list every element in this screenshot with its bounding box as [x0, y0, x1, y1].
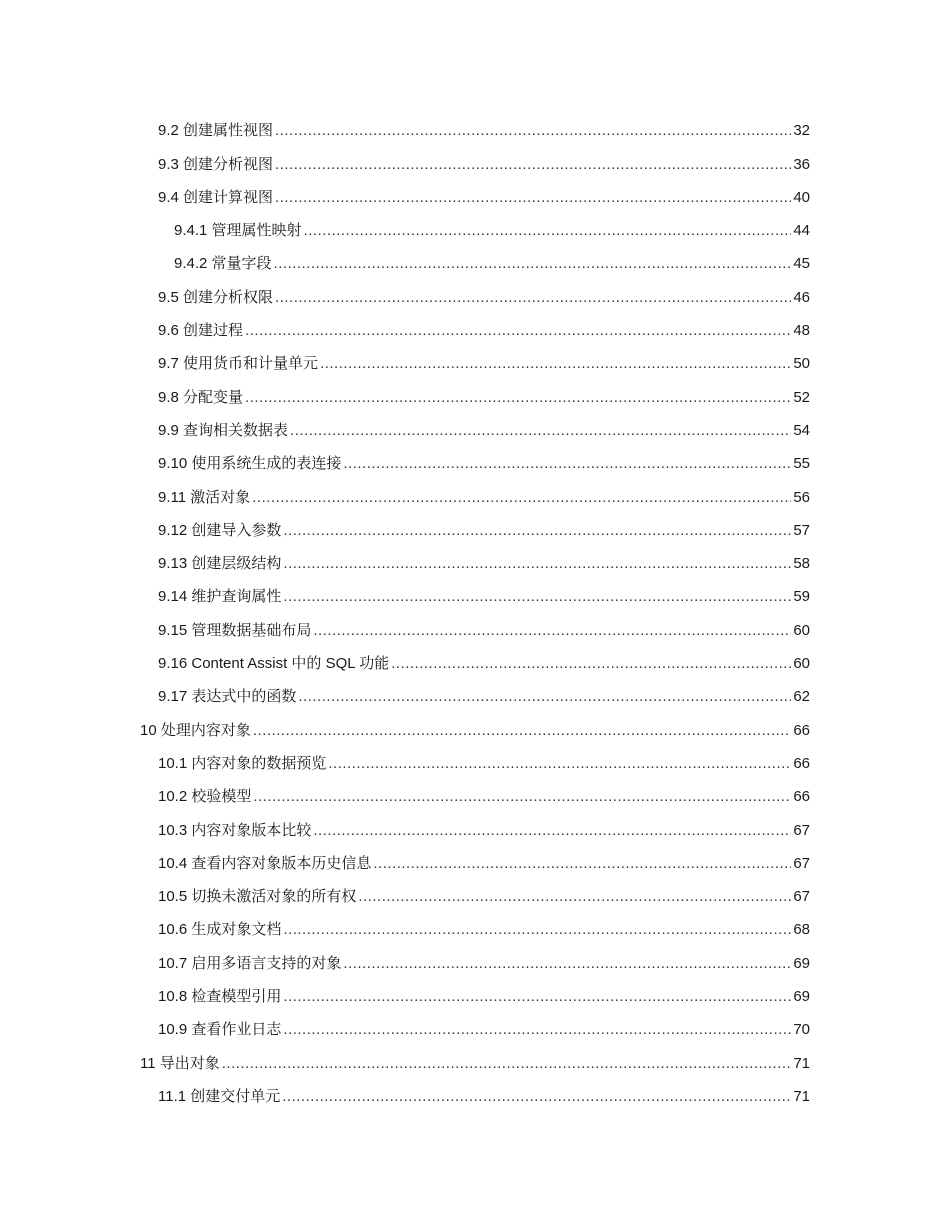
toc-dot-leader: [320, 354, 791, 374]
toc-dot-leader: [283, 1020, 791, 1040]
toc-dot-leader: [275, 121, 791, 141]
toc-entry[interactable]: [140, 774, 810, 807]
toc-entry[interactable]: [140, 274, 810, 307]
toc-entry[interactable]: [140, 1074, 810, 1107]
toc-entry-page-number: 71: [793, 1054, 810, 1072]
toc-entry-page-number: 71: [793, 1087, 810, 1105]
toc-dot-leader: [252, 488, 791, 508]
toc-entry-page-number: 36: [793, 155, 810, 173]
toc-entry-page-number: 68: [793, 921, 810, 939]
toc-entry-title: 10.2 校验模型: [158, 788, 252, 806]
toc-entry[interactable]: [140, 674, 810, 707]
toc-entry-page-number: 69: [793, 988, 810, 1006]
toc-entry-title: 9.17 表达式中的函数: [158, 688, 297, 706]
toc-entry-page-number: 56: [793, 488, 810, 506]
toc-entry-page-number: 66: [793, 721, 810, 739]
toc-entry-page-number: 66: [793, 788, 810, 806]
toc-entry[interactable]: [140, 907, 810, 940]
toc-entry-title: 9.14 维护查询属性: [158, 588, 282, 606]
toc-entry-page-number: 57: [793, 521, 810, 539]
toc-entry-page-number: 52: [793, 388, 810, 406]
toc-entry-page-number: 62: [793, 688, 810, 706]
toc-entry-title: 10.9 查看作业日志: [158, 1021, 282, 1039]
toc-entry-title: 9.15 管理数据基础布局: [158, 621, 312, 639]
toc-entry[interactable]: [140, 341, 810, 374]
toc-dot-leader: [343, 954, 791, 974]
toc-entry-page-number: 70: [793, 1021, 810, 1039]
toc-dot-leader: [304, 221, 792, 241]
toc-entry-title: 9.6 创建过程: [158, 322, 244, 340]
toc-dot-leader: [343, 454, 791, 474]
toc-entry-title: 11.1 创建交付单元: [158, 1087, 281, 1105]
toc-dot-leader: [313, 821, 791, 841]
toc-dot-leader: [283, 587, 791, 607]
toc-entry[interactable]: [140, 741, 810, 774]
toc-entry-title: 11 导出对象: [140, 1054, 220, 1072]
toc-entry-page-number: 32: [793, 122, 810, 140]
toc-dot-leader: [282, 1087, 791, 1107]
toc-dot-leader: [275, 155, 791, 175]
toc-entry-title: 10.4 查看内容对象版本历史信息: [158, 854, 372, 872]
toc-entry-title: 10.5 切换未激活对象的所有权: [158, 888, 357, 906]
toc-dot-leader: [283, 920, 791, 940]
toc-dot-leader: [283, 521, 791, 541]
toc-entry[interactable]: [140, 241, 810, 274]
toc-entry[interactable]: [140, 141, 810, 174]
toc-entry[interactable]: [140, 574, 810, 607]
toc-entry-page-number: 66: [793, 754, 810, 772]
toc-entry-page-number: 45: [793, 255, 810, 273]
toc-entry-title: 9.9 查询相关数据表: [158, 421, 289, 439]
toc-entry-page-number: 67: [793, 888, 810, 906]
toc-entry-title: 9.16 Content Assist 中的 SQL 功能: [158, 655, 390, 673]
toc-dot-leader: [283, 987, 791, 1007]
toc-entry-title: 10.1 内容对象的数据预览: [158, 754, 327, 772]
toc-entry-title: 10.7 启用多语言支持的对象: [158, 954, 342, 972]
toc-entry-page-number: 48: [793, 322, 810, 340]
toc-dot-leader: [313, 621, 791, 641]
toc-entry[interactable]: [140, 541, 810, 574]
toc-entry[interactable]: [140, 974, 810, 1007]
toc-entry[interactable]: [140, 374, 810, 407]
toc-entry[interactable]: [140, 308, 810, 341]
toc-dot-leader: [373, 854, 791, 874]
toc-entry-title: 9.7 使用货币和计量单元: [158, 355, 319, 373]
toc-dot-leader: [222, 1054, 792, 1074]
toc-entry[interactable]: [140, 874, 810, 907]
toc-entry-page-number: 69: [793, 954, 810, 972]
toc-entry[interactable]: [140, 208, 810, 241]
toc-entry-title: 9.3 创建分析视图: [158, 155, 274, 173]
toc-dot-leader: [275, 188, 791, 208]
toc-entry-title: 10 处理内容对象: [140, 721, 251, 739]
toc-entry[interactable]: [140, 707, 810, 740]
toc-dot-leader: [391, 654, 791, 674]
toc-entry-page-number: 59: [793, 588, 810, 606]
toc-entry[interactable]: [140, 108, 810, 141]
toc-dot-leader: [290, 421, 791, 441]
toc-entry-title: 9.2 创建属性视图: [158, 122, 274, 140]
toc-entry-page-number: 40: [793, 188, 810, 206]
toc-entry-page-number: 60: [793, 655, 810, 673]
toc-entry-title: 9.11 激活对象: [158, 488, 251, 506]
toc-entry-title: 9.4.2 常量字段: [174, 255, 272, 273]
toc-entry[interactable]: [140, 607, 810, 640]
toc-entry-title: 9.4 创建计算视图: [158, 188, 274, 206]
toc-dot-leader: [253, 721, 791, 741]
toc-entry-page-number: 44: [793, 222, 810, 240]
toc-entry-page-number: 67: [793, 854, 810, 872]
toc-dot-leader: [298, 687, 791, 707]
toc-entry-page-number: 67: [793, 821, 810, 839]
toc-entry[interactable]: [140, 175, 810, 208]
toc-entry[interactable]: [140, 441, 810, 474]
toc-entry-page-number: 50: [793, 355, 810, 373]
toc-dot-leader: [275, 288, 791, 308]
toc-entry-page-number: 55: [793, 455, 810, 473]
toc-entry-title: 10.8 检查模型引用: [158, 988, 282, 1006]
toc-entry-page-number: 60: [793, 621, 810, 639]
toc-entry-title: 9.13 创建层级结构: [158, 555, 282, 573]
toc-entry-title: 9.10 使用系统生成的表连接: [158, 455, 342, 473]
toc-entry[interactable]: [140, 940, 810, 973]
toc-dot-leader: [253, 787, 791, 807]
toc-entry-page-number: 46: [793, 288, 810, 306]
toc-entry[interactable]: [140, 1007, 810, 1040]
toc-entry[interactable]: [140, 408, 810, 441]
toc-entry[interactable]: [140, 508, 810, 541]
table-of-contents: [140, 108, 810, 1107]
toc-entry-page-number: 58: [793, 555, 810, 573]
toc-entry-page-number: 54: [793, 421, 810, 439]
toc-dot-leader: [245, 388, 791, 408]
toc-entry-title: 9.8 分配变量: [158, 388, 244, 406]
toc-dot-leader: [245, 321, 791, 341]
toc-entry-title: 9.12 创建导入参数: [158, 521, 282, 539]
toc-dot-leader: [274, 254, 792, 274]
toc-entry-title: 9.5 创建分析权限: [158, 288, 274, 306]
toc-entry[interactable]: [140, 1040, 810, 1073]
toc-dot-leader: [283, 554, 791, 574]
toc-entry[interactable]: [140, 807, 810, 840]
toc-entry[interactable]: [140, 841, 810, 874]
toc-entry-title: 9.4.1 管理属性映射: [174, 222, 302, 240]
toc-dot-leader: [328, 754, 791, 774]
toc-entry[interactable]: [140, 641, 810, 674]
toc-entry-title: 10.6 生成对象文档: [158, 921, 282, 939]
toc-entry[interactable]: [140, 474, 810, 507]
toc-dot-leader: [358, 887, 791, 907]
toc-entry-title: 10.3 内容对象版本比较: [158, 821, 312, 839]
